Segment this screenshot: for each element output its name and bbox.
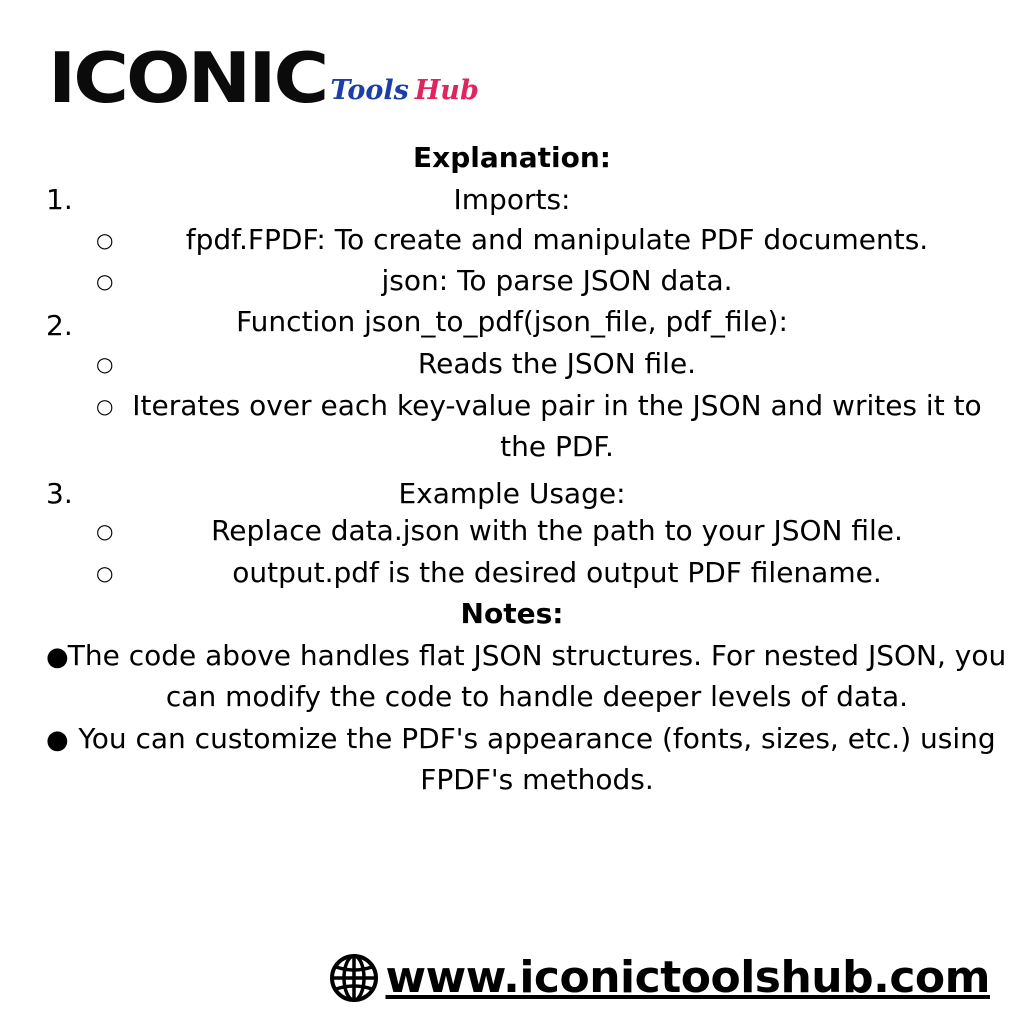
note-line: can modify the code to handle deeper levels of data. — [165, 680, 909, 713]
step-number: 2. — [46, 309, 73, 342]
sub-bullet-marker: ○ — [96, 561, 114, 585]
sub-bullet-marker: ○ — [96, 519, 114, 543]
list-item: json: To parse JSON data. — [381, 264, 733, 297]
step-title: Function json_to_pdf(json_file, pdf_file): — [236, 305, 788, 338]
list-item: Iterates over each key-value pair in the JSON and writes it to — [132, 389, 982, 422]
bullet-marker: ● — [46, 642, 69, 672]
logo — [48, 36, 479, 119]
step-title: Imports: — [453, 183, 571, 216]
step-number: 3. — [46, 477, 73, 510]
logo-tagline-hub: Hub — [414, 75, 479, 106]
note-line: FPDF's methods. — [420, 763, 654, 796]
bullet-marker: ● — [46, 725, 69, 755]
step-number: 1. — [46, 183, 73, 216]
sub-bullet-marker: ○ — [96, 394, 114, 418]
globe-icon — [329, 953, 379, 1003]
note-line: The code above handles flat JSON structures. For nested JSON, you — [67, 639, 1007, 672]
list-item: output.pdf is the desired output PDF filename. — [232, 556, 882, 589]
sub-bullet-marker: ○ — [96, 352, 114, 376]
list-item: Reads the JSON file. — [417, 347, 697, 380]
footer — [329, 952, 990, 1004]
sub-bullet-marker: ○ — [96, 269, 114, 293]
note-line: You can customize the PDF's appearance (fonts, sizes, etc.) using — [78, 722, 996, 755]
website-link[interactable]: www.iconictoolshub.com — [385, 952, 990, 1003]
list-item: Replace data.json with the path to your JSON file. — [211, 514, 903, 547]
logo-tagline-tools: Tools — [330, 75, 409, 106]
explanation-heading: Explanation: — [413, 141, 611, 174]
logo-tagline — [330, 75, 479, 106]
sub-bullet-marker: ○ — [96, 228, 114, 252]
logo-wordmark: ICONIC — [48, 36, 327, 119]
list-item-continued: the PDF. — [500, 430, 614, 463]
step-title: Example Usage: — [398, 477, 626, 510]
notes-heading: Notes: — [460, 597, 564, 630]
list-item: fpdf.FPDF: To create and manipulate PDF documents. — [185, 223, 929, 256]
